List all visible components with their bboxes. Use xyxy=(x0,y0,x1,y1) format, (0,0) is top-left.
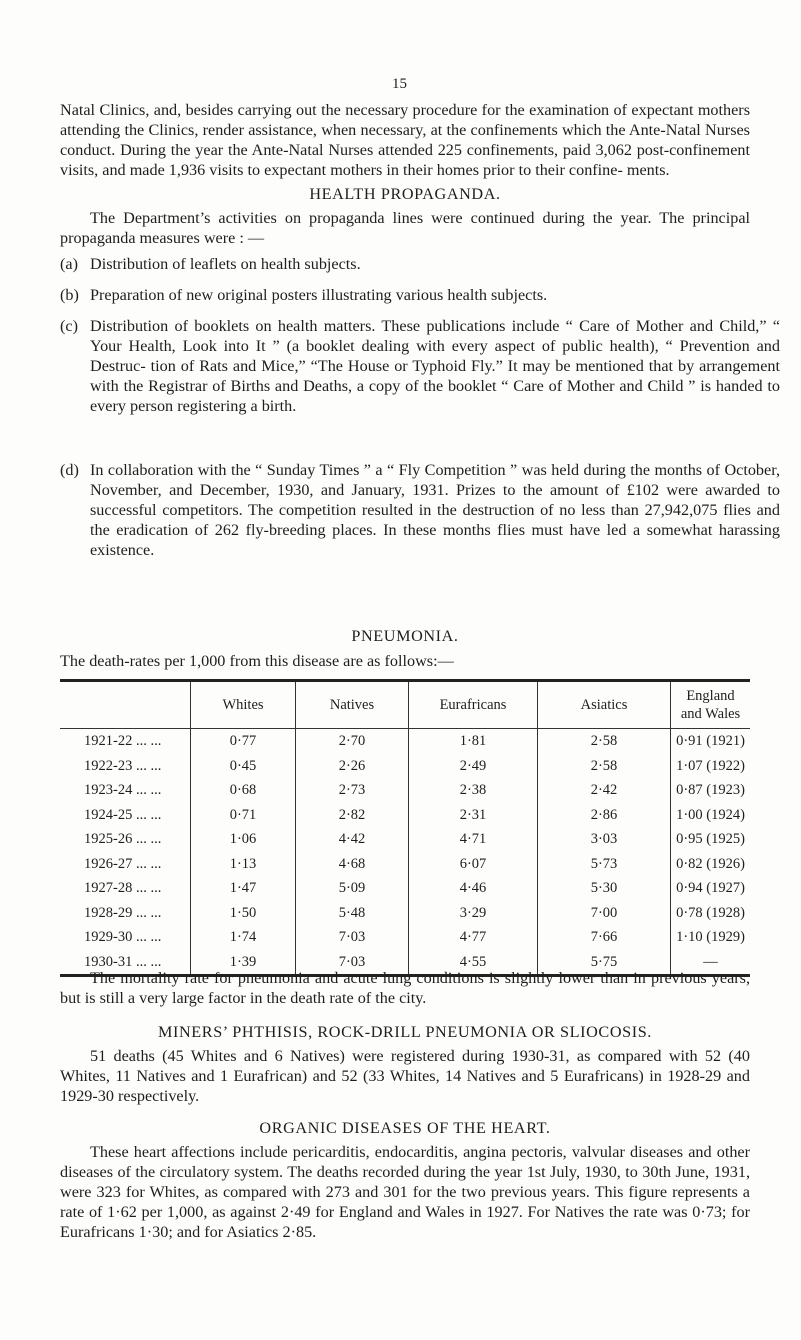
eurafricans-cell: 2·38 xyxy=(409,778,538,803)
eurafricans-cell: 3·29 xyxy=(409,901,538,926)
year-column-header xyxy=(60,681,191,729)
health-propaganda-intro: The Department’s activities on propaganda lines were continued during the year. The principal propaganda measures were : — xyxy=(60,209,750,247)
eurafricans-cell: 4·71 xyxy=(409,827,538,852)
england-cell: 0·78 (1928) xyxy=(671,901,751,926)
table-row xyxy=(60,876,750,901)
year-cell: 1922-23 ... ... xyxy=(84,757,162,774)
table-row xyxy=(60,925,750,950)
eurafricans-cell: 1·81 xyxy=(409,729,538,754)
natives-cell: 2·26 xyxy=(296,754,409,779)
health-propaganda-heading: HEALTH PROPAGANDA. xyxy=(309,185,501,203)
asiatics-cell: 2·58 xyxy=(538,754,671,779)
pneumonia-intro: The death-rates per 1,000 from this disease are as follows:— xyxy=(60,652,454,670)
propaganda-item-c xyxy=(60,316,780,416)
year-cell: 1921-22 ... ... xyxy=(84,733,162,750)
natives-cell: 5·48 xyxy=(296,901,409,926)
england-cell: 1·07 (1922) xyxy=(671,754,751,779)
england-cell: 0·87 (1923) xyxy=(671,778,751,803)
asiatics-cell: 7·66 xyxy=(538,925,671,950)
whites-cell: 1·74 xyxy=(191,925,296,950)
year-cell: 1929-30 ... ... xyxy=(84,929,162,946)
whites-cell: 1·47 xyxy=(191,876,296,901)
eurafricans-cell: 6·07 xyxy=(409,852,538,877)
england-cell: 1·00 (1924) xyxy=(671,803,751,828)
whites-column-header: Whites xyxy=(191,681,296,729)
asiatics-cell: 5·73 xyxy=(538,852,671,877)
item-text: Distribution of leaflets on health subjects. xyxy=(90,255,361,273)
england-cell: 0·91 (1921) xyxy=(671,729,751,754)
england-cell: 0·82 (1926) xyxy=(671,852,751,877)
asiatics-cell: 5·30 xyxy=(538,876,671,901)
natives-cell: 2·73 xyxy=(296,778,409,803)
year-cell: 1923-24 ... ... xyxy=(84,782,162,799)
natives-cell: 5·09 xyxy=(296,876,409,901)
eurafricans-cell: 2·49 xyxy=(409,754,538,779)
year-cell: 1926-27 ... ... xyxy=(84,855,162,872)
natives-cell: 2·70 xyxy=(296,729,409,754)
asiatics-cell: 3·03 xyxy=(538,827,671,852)
table-row xyxy=(60,803,750,828)
intro-paragraph: Natal Clinics, and, besides carrying out the necessary procedure for the examination of expectant mothers attending the Clinics, render assistance, when necessary, at the confinements which the Ante-Natal Nurses conduct. During the year the Ante-Natal Nurses attended 225 confinements, paid 3,062 post-confinement visits, and made 1,936 visits to expectant mothers in their homes prior to their confine- ments. xyxy=(60,101,750,179)
year-cell: 1930-31 ... ... xyxy=(84,953,162,970)
item-text: Distribution of booklets on health matters. These publications include “ Care of Mother and Child,” “ Your Health, Look into It ” (a booklet dealing with every aspect of public health), “ Prevention and Destruc- tion of Rats and Mice,” “The House or Typhoid Fly.” It may be mentioned that by arrangement with the Registrar of Births and Deaths, a copy of the booklet “ Care of Mother and Child ” is handed to every person registering a birth. xyxy=(90,317,780,415)
whites-cell: 0·77 xyxy=(191,729,296,754)
year-cell: 1928-29 ... ... xyxy=(84,904,162,921)
table-row xyxy=(60,729,750,754)
table-header-row xyxy=(60,681,750,729)
table-row xyxy=(60,901,750,926)
asiatics-cell: 2·86 xyxy=(538,803,671,828)
whites-cell: 1·06 xyxy=(191,827,296,852)
natives-cell: 7·03 xyxy=(296,950,409,976)
item-mark: (a) xyxy=(60,255,78,273)
whites-cell: 1·13 xyxy=(191,852,296,877)
whites-cell: 1·39 xyxy=(191,950,296,976)
natives-cell: 7·03 xyxy=(296,925,409,950)
pneumonia-comment: The mortality rate for pneumonia and acute lung conditions is slightly lower than in previous years, but is still a very large factor in the death rate of the city. xyxy=(60,969,750,1007)
england-cell: 1·10 (1929) xyxy=(671,925,751,950)
year-cell: 1925-26 ... ... xyxy=(84,831,162,848)
asiatics-cell: 2·42 xyxy=(538,778,671,803)
table-row xyxy=(60,778,750,803)
whites-cell: 0·45 xyxy=(191,754,296,779)
eurafricans-cell: 4·55 xyxy=(409,950,538,976)
year-cell: 1924-25 ... ... xyxy=(84,806,162,823)
year-cell: 1927-28 ... ... xyxy=(84,880,162,897)
whites-cell: 1·50 xyxy=(191,901,296,926)
natives-column-header: Natives xyxy=(296,681,409,729)
asiatics-column-header: Asiatics xyxy=(538,681,671,729)
item-mark: (d) xyxy=(60,461,79,479)
england-wales-column-header: England and Wales xyxy=(671,681,751,729)
item-text: Preparation of new original posters illustrating various health subjects. xyxy=(90,286,548,304)
eurafricans-cell: 4·77 xyxy=(409,925,538,950)
eurafricans-cell: 4·46 xyxy=(409,876,538,901)
table-row xyxy=(60,852,750,877)
england-cell: 0·94 (1927) xyxy=(671,876,751,901)
organic-heading: ORGANIC DISEASES OF THE HEART. xyxy=(259,1119,551,1137)
natives-cell: 4·68 xyxy=(296,852,409,877)
england-cell: — xyxy=(671,950,751,976)
whites-cell: 0·68 xyxy=(191,778,296,803)
page-number: 15 xyxy=(392,76,407,92)
propaganda-item-a xyxy=(60,254,780,274)
asiatics-cell: 5·75 xyxy=(538,950,671,976)
natives-cell: 2·82 xyxy=(296,803,409,828)
propaganda-item-b xyxy=(60,285,780,305)
asiatics-cell: 2·58 xyxy=(538,729,671,754)
item-text: In collaboration with the “ Sunday Times ” a “ Fly Competition ” was held during the months of October, November, and December, 1930, and January, 1931. Prizes to the amount of £102 were awarded to successful competitors. The competition resulted in the destruction of no less than 27,942,075 flies and the eradication of 262 fly-breeding places. In these months flies must have led a somewhat harassing existence. xyxy=(90,461,780,559)
eurafricans-column-header: Eurafricans xyxy=(409,681,538,729)
item-mark: (c) xyxy=(60,317,78,335)
natives-cell: 4·42 xyxy=(296,827,409,852)
asiatics-cell: 7·00 xyxy=(538,901,671,926)
eurafricans-cell: 2·31 xyxy=(409,803,538,828)
table-row xyxy=(60,754,750,779)
whites-cell: 0·71 xyxy=(191,803,296,828)
pneumonia-death-rate-table xyxy=(60,679,750,977)
pneumonia-heading: PNEUMONIA. xyxy=(351,627,459,645)
table-row xyxy=(60,827,750,852)
item-mark: (b) xyxy=(60,286,79,304)
propaganda-item-d xyxy=(60,460,780,560)
miners-paragraph: 51 deaths (45 Whites and 6 Natives) were registered during 1930-31, as compared with 52 (40 Whites, 11 Natives and 1 Eurafrican) and 52 (33 Whites, 14 Natives and 5 Eurafricans) in 1928-29 and 1929-30 respectively. xyxy=(60,1047,750,1105)
miners-heading: MINERS’ PHTHISIS, ROCK-DRILL PNEUMONIA OR SLIOCOSIS. xyxy=(158,1023,652,1041)
england-cell: 0·95 (1925) xyxy=(671,827,751,852)
organic-paragraph: These heart affections include pericarditis, endocarditis, angina pectoris, valvular diseases and other diseases of the circulatory system. The deaths recorded during the year 1st July, 1930, to 30th June, 1931, were 323 for Whites, as compared with 273 and 301 for the two previous years. This figure represents a rate of 1·62 per 1,000, as against 2·49 for England and Wales in 1927. For Natives the rate was 0·73; for Eurafricans 1·30; and for Asiatics 2·85. xyxy=(60,1143,750,1241)
